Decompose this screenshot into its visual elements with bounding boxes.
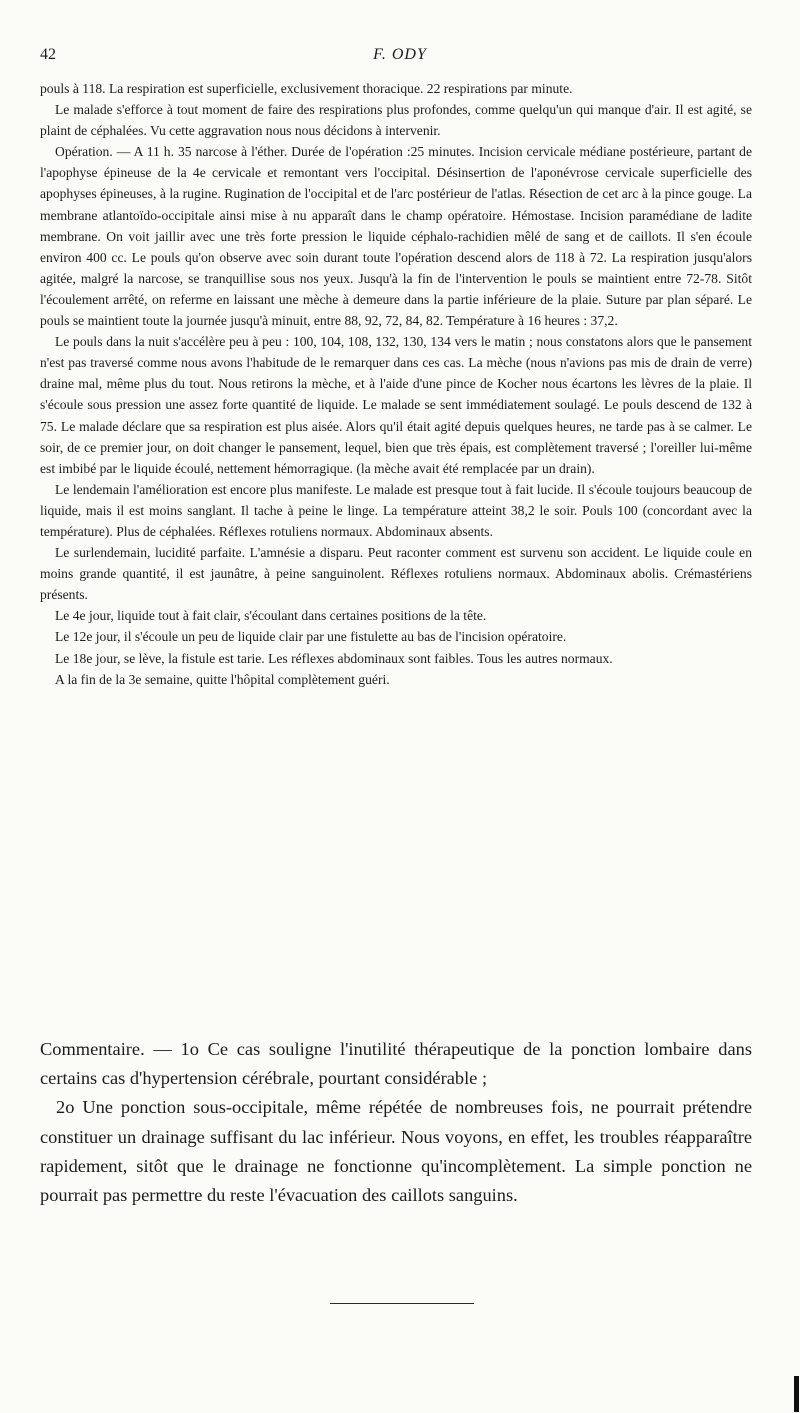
paragraph-pulse: pouls à 118. La respiration est superficielle, exclusivement thoracique. 22 respirations par minute. (40, 81, 573, 96)
commentaire-section (40, 1035, 752, 1210)
scan-edge-mark (794, 1376, 799, 1412)
paragraph-day-18: Le 18e jour, se lève, la fistule est tarie. Les réflexes abdominaux sont faibles. Tous les autres normaux. (55, 650, 613, 666)
paragraph-day-4: Le 4e jour, liquide tout à fait clair, s'écoulant dans certaines positions de la tête. (55, 608, 487, 624)
case-report-text (40, 78, 752, 690)
paragraph-night: Le pouls dans la nuit s'accélère peu à peu : 100, 104, 108, 132, 130, 134 vers le matin ; nous constatons alors que le pansement n'est pas traversé comme nous avons l'habitude de le remarquer dans ces cas. La mèche (nous n'avions pas mis de drain de verre) draine mal, même plus du tout. Nous retirons la mèche, et à l'aide d'une pince de Kocher nous écartons les lèvres de la plaie. Il s'écoule sous pression une assez forte quantité de liquide. Le malade se sent immédiatement soulagé. Le pouls descend de 132 à 75. Le malade déclare que sa respiration est plus aisée. Alors qu'il était agité depuis quelques heures, ne tarde pas à se calmer. Le soir, de ce premier jour, on doit changer le pansement, lequel, bien que très épais, est complètement traversé ; l'oreiller lui-même est imbibé par le liquide écoulé, nettement hémorragique. (la mèche avait été remplacée par un drain). (40, 334, 752, 476)
section-divider (330, 1303, 474, 1304)
paragraph-week-3: A la fin de la 3e semaine, quitte l'hôpital complètement guéri. (55, 671, 390, 687)
commentaire-point-2: 2o Une ponction sous-occipitale, même répétée de nombreuses fois, ne pourrait prétendre constituer un drainage suffisant du lac inférieur. Nous voyons, en effet, les troubles réapparaître rapidement, sitôt que le drainage ne fonctionne qu'incomplètement. La simple ponction ne pourrait pas permettre du reste l'évacuation des caillots sanguins. (40, 1097, 752, 1206)
page-number: 42 (40, 46, 56, 63)
page-header (40, 46, 760, 70)
commentaire-point-1: Commentaire. — 1o Ce cas souligne l'inutilité thérapeutique de la ponction lombaire dans certains cas d'hypertension cérébrale, pourtant considérable ; (40, 1039, 752, 1089)
paragraph-operation: Opération. — A 11 h. 35 narcose à l'éther. Durée de l'opération :25 minutes. Incision cervicale médiane postérieure, partant de l'apophyse épineuse de la 4e cervicale et remontant vers l'occipital. Désinsertion de l'aponévrose cervicale superficielle des apophyses épineuses, à la rugine. Rugination de l'occipital et de l'arc postérieur de l'atlas. Résection de cet arc à la pince gouge. La membrane atlantoïdo-occipitale ainsi mise à nu apparaît dans le champ opératoire. Hémostase. Incision paramédiane de ladite membrane. On voit jaillir avec une très forte pression le liquide céphalo-rachidien mêlé de sang et de caillots. Il s'en écoule environ 400 cc. Le pouls qu'on observe avec soin durant toute l'opération descend alors de 118 à 72. La respiration jusqu'alors agitée, malgré la narcose, se tranquillise sous nos yeux. Jusqu'à la fin de l'intervention le pouls se maintient entre 72-78. Sitôt l'écoulement arrêté, on referme en laissant une mèche à demeure dans la partie inférieure de la plaie. Suture par plan séparé. Le pouls se maintient toute la journée jusqu'à minuit, entre 88, 92, 72, 84, 82. Température à 16 heures : 37,2. (40, 144, 752, 329)
running-head: F. ODY (373, 46, 427, 63)
paragraph-day-12: Le 12e jour, il s'écoule un peu de liquide clair par une fistulette au bas de l'incision opératoire. (55, 629, 567, 645)
paragraph-next-day: Le lendemain l'amélioration est encore plus manifeste. Le malade est presque tout à fait lucide. Il s'écoule toujours beaucoup de liquide, mais il est moins sanglant. Il tache à peine le linge. La température atteint 38,2 le soir. Pouls 100 (concordant avec la température). Plus de céphalées. Réflexes rotuliens normaux. Abdominaux absents. (40, 481, 752, 539)
paragraph-day-after: Le surlendemain, lucidité parfaite. L'amnésie a disparu. Peut raconter comment est survenu son accident. Le liquide coule en moins grande quantité, il est jaunâtre, à peine sanguinolent. Réflexes rotuliens normaux. Abdominaux abolis. Crémastériens présents. (40, 545, 752, 603)
paragraph-agitation: Le malade s'efforce à tout moment de faire des respirations plus profondes, comme quelqu'un qui manque d'air. Il est agité, se plaint de céphalées. Vu cette aggravation nous nous décidons à intervenir. (40, 102, 752, 139)
